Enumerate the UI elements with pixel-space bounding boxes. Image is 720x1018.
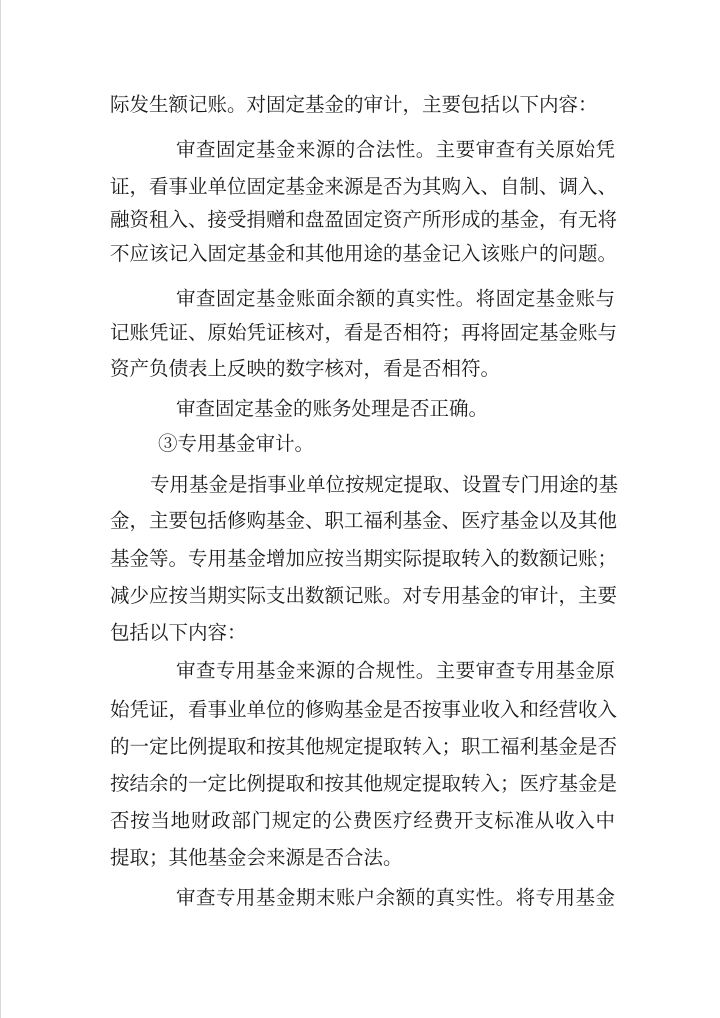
text-line: 不应该记入固定基金和其他用途的基金记入该账户的问题。 bbox=[110, 242, 618, 265]
text-line: 按结余的一定比例提取和按其他规定提取转入；医疗基金是 bbox=[110, 772, 618, 795]
text-line: 审查固定基金账面余额的真实性。将固定基金账与 bbox=[176, 287, 615, 310]
text-line: 审查固定基金来源的合法性。主要审查有关原始凭 bbox=[176, 138, 615, 161]
text-line: 资产负债表上反映的数字核对，看是否相符。 bbox=[110, 357, 501, 380]
text-line: 的一定比例提取和按其他规定提取转入；职工福利基金是否 bbox=[110, 735, 618, 758]
text-line: 审查专用基金来源的合规性。主要审查专用基金原 bbox=[176, 659, 615, 682]
text-line: 提取；其他基金会来源是否合法。 bbox=[110, 846, 403, 869]
text-line: 减少应按当期实际支出数额记账。对专用基金的审计，主要 bbox=[110, 584, 618, 607]
text-line: 否按当地财政部门规定的公费医疗经费开支标准从收入中 bbox=[110, 809, 615, 832]
text-line: 际发生额记账。对固定基金的审计，主要包括以下内容： bbox=[110, 93, 598, 116]
text-line: 始凭证，看事业单位的修购基金是否按事业收入和经营收入 bbox=[110, 698, 618, 721]
text-line: 包括以下内容： bbox=[110, 621, 247, 644]
text-line: 融资租入、接受捐赠和盘盈固定资产所形成的基金，有无将 bbox=[110, 208, 618, 231]
text-line: 审查固定基金的账务处理是否正确。 bbox=[176, 397, 489, 420]
text-line: 证，看事业单位固定基金来源是否为其购入、自制、调入、 bbox=[110, 175, 618, 198]
text-line: 基金等。专用基金增加应按当期实际提取转入的数额记账； bbox=[110, 547, 618, 570]
page-edge-divider bbox=[0, 0, 1, 1018]
text-line: 专用基金是指事业单位按规定提取、设置专门用途的基 bbox=[150, 473, 619, 496]
text-line: 记账凭证、原始凭证核对，看是否相符；再将固定基金账与 bbox=[110, 321, 618, 344]
text-line: 金，主要包括修购基金、职工福利基金、医疗基金以及其他 bbox=[110, 509, 618, 532]
section-heading: ③专用基金审计。 bbox=[158, 432, 315, 455]
text-line: 审查专用基金期末账户余额的真实性。将专用基金 bbox=[176, 886, 615, 909]
